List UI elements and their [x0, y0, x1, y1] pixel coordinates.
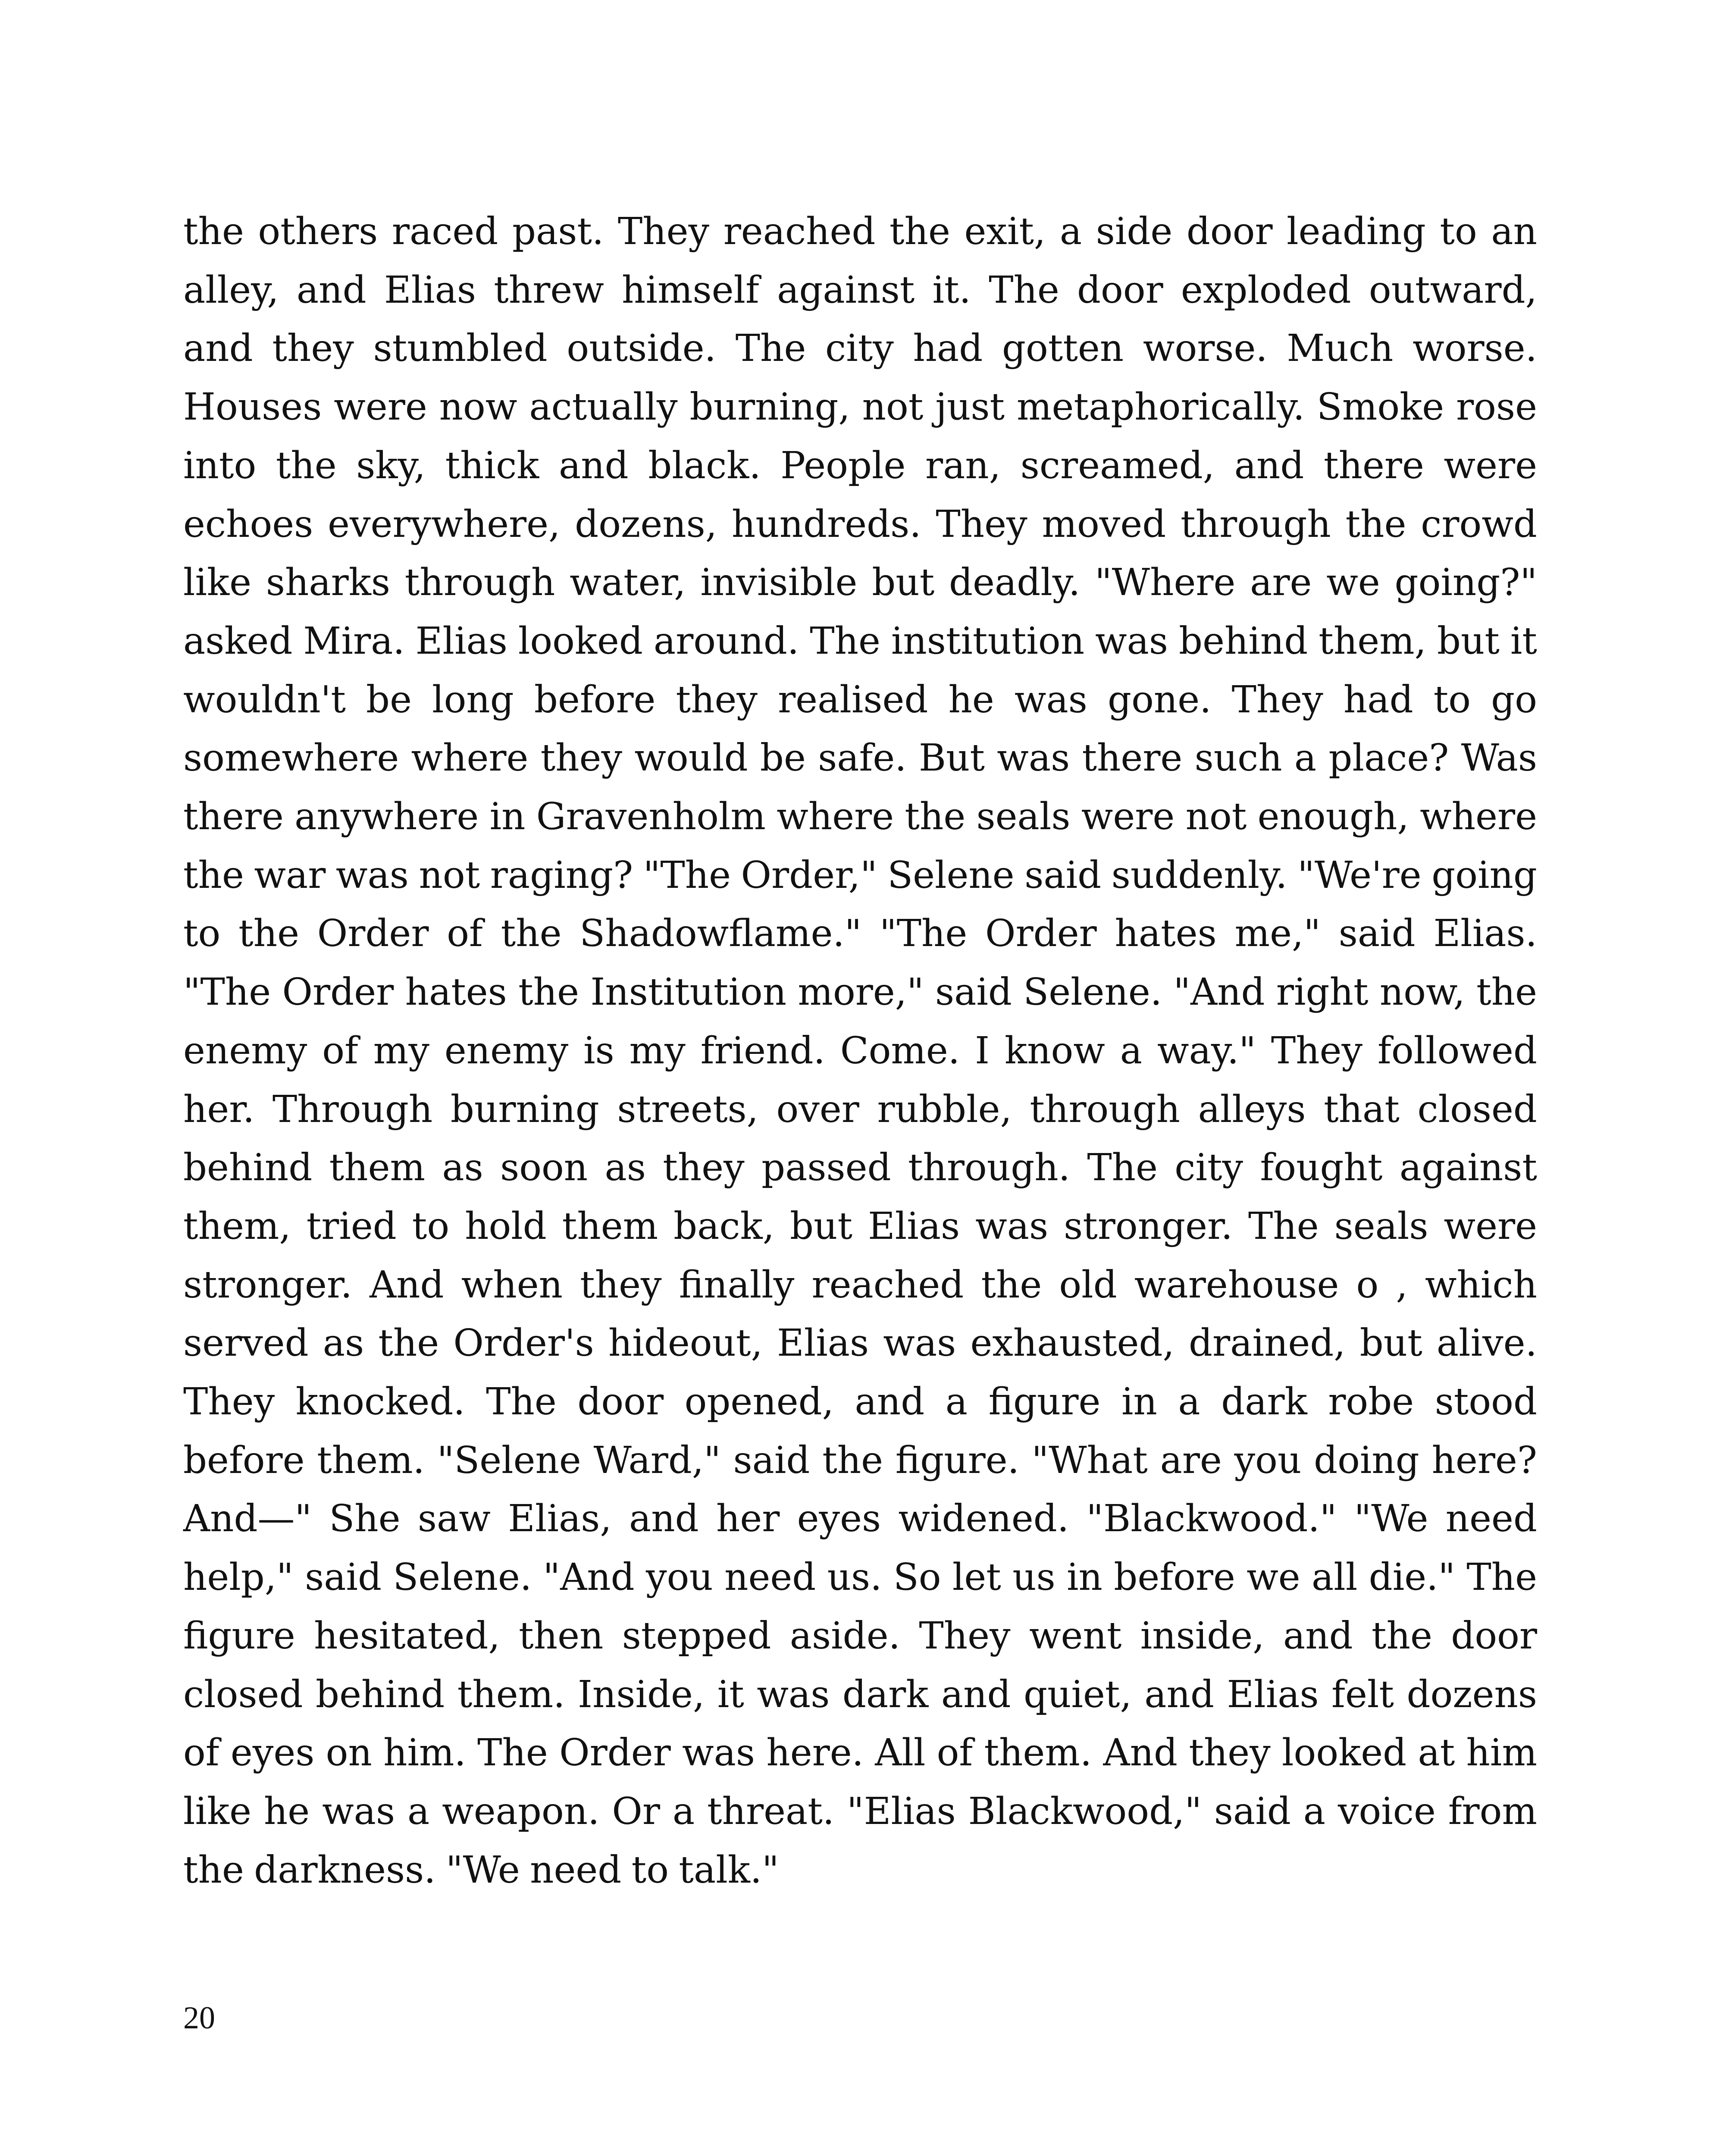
- page-number: 20: [183, 2000, 215, 2036]
- body-paragraph: the others raced past. They reached the exit, a side door leading to an alley, and Elias threw himself against it. The door exploded outward, and they stumbled outside. The city had gotten worse. Much worse. Houses were now actually burning, not just metaphorically. Smoke rose into the sky, thick and black. People ran, screamed, and there were echoes everywhere, dozens, hundreds. They moved through the crowd like sharks through water, invisible but deadly. "Where are we going?" asked Mira. Elias looked around. The institution was behind them, but it wouldn't be long before they realised he was gone. They had to go somewhere where they would be safe. But was there such a place? Was there anywhere in Gravenholm where the seals were not enough, where the war was not raging? "The Order," Selene said suddenly. "We're going to the Order of the Shadowflame." "The Order hates me," said Elias. "The Order hates the Institution more," said Selene. "And right now, the enemy of my enemy is my friend. Come. I know a way." They followed her. Through burning streets, over rubble, through alleys that closed behind them as soon as they passed through. The city fought against them, tried to hold them back, but Elias was stronger. The seals were stronger. And when they finally reached the old warehouse o , which served as the Order's hideout, Elias was exhausted, drained, but alive. They knocked. The door opened, and a figure in a dark robe stood before them. "Selene Ward," said the figure. "What are you doing here? And—" She saw Elias, and her eyes widened. "Blackwood." "We need help," said Selene. "And you need us. So let us in before we all die." The figure hesitated, then stepped aside. They went inside, and the door closed behind them. Inside, it was dark and quiet, and Elias felt dozens of eyes on him. The Order was here. All of them. And they looked at him like he was a weapon. Or a threat. "Elias Blackwood," said a voice from the darkness. "We need to talk.": [183, 210, 1537, 1892]
